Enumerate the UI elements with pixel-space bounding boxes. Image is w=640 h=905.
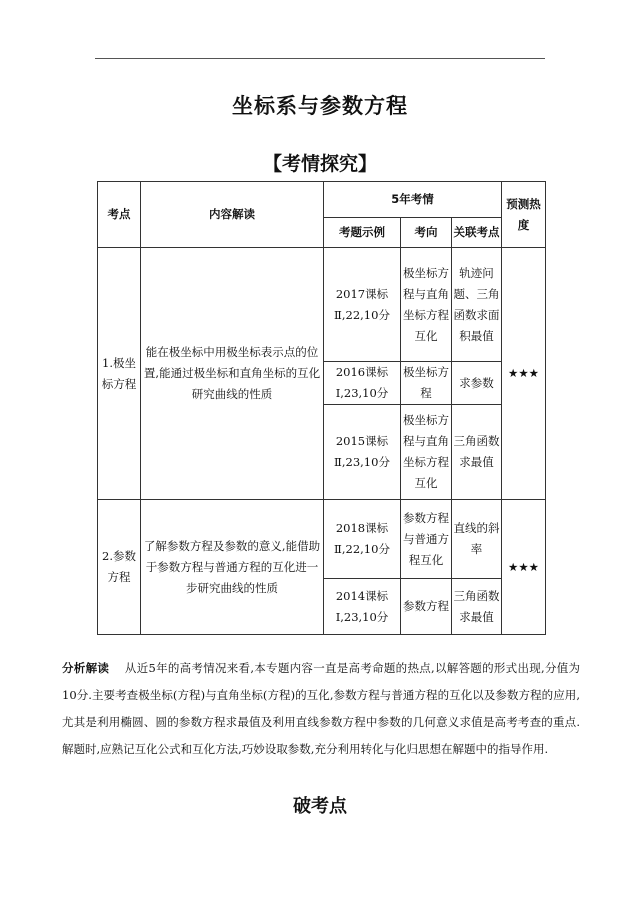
related-points: 三角函数求最值 — [452, 579, 502, 635]
related-points: 轨迹问题、三角函数求面积最值 — [452, 248, 502, 362]
topic-content: 了解参数方程及参数的意义,能借助于参数方程与普通方程的互化进一步研究曲线的性质 — [141, 500, 324, 635]
related-points: 直线的斜率 — [452, 500, 502, 579]
section-subtitle: 【考情探究】 — [262, 153, 377, 175]
related-points: 三角函数求最值 — [452, 405, 502, 500]
exam-example: 2016课标Ⅰ,23,10分 — [324, 362, 401, 405]
header-heat: 预测热度 — [502, 182, 546, 248]
exam-direction: 参数方程 — [401, 579, 452, 635]
analysis-text: 从近5年的高考情况来看,本专题内容一直是高考命题的热点,以解答题的形式出现,分值为10分.主要考查极坐标(方程)与直角坐标(方程)的互化,参数方程与普通方程的互化以及参数方程的应用,尤其是利用椭圆、圆的参数方程求最值及利用直线参数方程中参数的几何意义求值是高考考查的重点.解题时,应熟记互化公式和互化方法,巧妙设取参数,充分利用转化与化归思想在解题中的指导作用. — [62, 661, 581, 756]
exam-direction: 极坐标方程与直角坐标方程互化 — [401, 405, 452, 500]
analysis-label: 分析解读 — [62, 661, 110, 675]
exam-analysis-table — [97, 181, 546, 635]
exam-example: 2014课标Ⅰ,23,10分 — [324, 579, 401, 635]
exam-example: 2015课标Ⅱ,23,10分 — [324, 405, 401, 500]
topic-content: 能在极坐标中用极坐标表示点的位置,能通过极坐标和直角坐标的互化研究曲线的性质 — [141, 248, 324, 500]
exam-example: 2018课标Ⅱ,22,10分 — [324, 500, 401, 579]
header-related: 关联考点 — [452, 218, 502, 248]
header-rule — [95, 58, 545, 59]
exam-direction: 参数方程与普通方程互化 — [401, 500, 452, 579]
table-row — [98, 248, 546, 362]
header-five-year: 5年考情 — [324, 182, 502, 218]
heat-rating: ★★★ — [502, 248, 546, 500]
topic-point: 1.极坐标方程 — [98, 248, 141, 500]
analysis-paragraph — [62, 655, 580, 763]
section-heading: 破考点 — [293, 796, 347, 817]
header-content: 内容解读 — [141, 182, 324, 248]
related-points: 求参数 — [452, 362, 502, 405]
heat-rating: ★★★ — [502, 500, 546, 635]
table-row — [98, 500, 546, 579]
page-title: 坐标系与参数方程 — [232, 94, 408, 118]
header-point: 考点 — [98, 182, 141, 248]
exam-direction: 极坐标方程与直角坐标方程互化 — [401, 248, 452, 362]
header-example: 考题示例 — [324, 218, 401, 248]
header-direction: 考向 — [401, 218, 452, 248]
topic-point: 2.参数方程 — [98, 500, 141, 635]
exam-example: 2017课标Ⅱ,22,10分 — [324, 248, 401, 362]
exam-direction: 极坐标方程 — [401, 362, 452, 405]
